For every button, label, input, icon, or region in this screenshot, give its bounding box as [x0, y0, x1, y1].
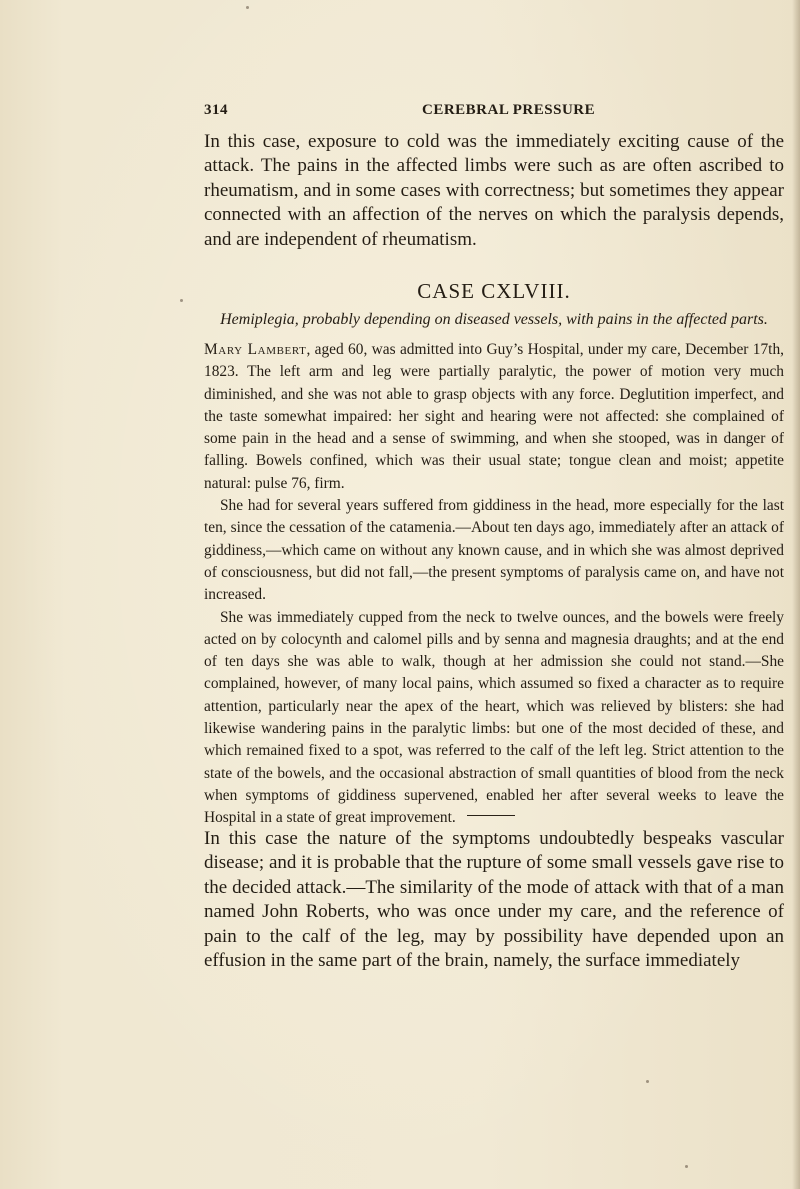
running-head-title: CEREBRAL PRESSURE — [422, 102, 596, 118]
conclusion-paragraph: In this case the nature of the symptoms undoubtedly bespeaks vascular disease; and it is probable that the rupture of some small vessels gave rise to the decided attack.—The similarity of the mode of attack with that of a man named John Roberts, who was once under my care, and the reference of pain to the calf of the leg, may by possibility have depended upon an effusion in the same part of the brain, namely, the surface immediately — [204, 828, 784, 972]
paper-speck — [646, 1080, 649, 1083]
intro-paragraph: In this case, exposure to cold was the immediately exciting cause of the attack. The pains in the affected limbs were such as are often ascribed to rheumatism, and in some cases with correctness; but sometimes they appear connected with an affection of the nerves on which the paralysis depends, and are independent of rheumatism. — [204, 131, 784, 250]
page-number: 314 — [204, 102, 228, 118]
paper-speck — [246, 6, 249, 9]
paper-speck — [685, 1165, 688, 1168]
case-paragraph-2: She had for several years suffered from giddiness in the head, more especially for the last ten, since the cessation of the catamenia.—About ten days ago, immediately after an attack of giddiness,—which came on without any known cause, and in which she was almost deprived of consciousness, but did not fall,—the present symptoms of paralysis came on, and have not increased. — [204, 497, 784, 604]
page-edge-shadow — [792, 0, 800, 1189]
case-heading: CASE CXLVIII. — [417, 279, 571, 303]
paper-speck — [180, 299, 183, 302]
case-paragraph-1-text: , aged 60, was admitted into Guy’s Hospital, under my care, December 17th, 1823. The left arm and leg were partially paralytic, the power of motion very much diminished, and she was not able to grasp objects with any force. Deglutition imperfect, and the taste somewhat impaired: her sight and hearing were not affected: she complained of some pain in the head and a sense of swimming, and when she stooped, was in danger of falling. Bowels confined, which was their usual state; tongue clean and moist; appetite natural: pulse 76, firm. — [204, 341, 784, 492]
conclusion-section — [204, 827, 784, 973]
case-subtitle: Hemiplegia, probably depending on diseased vessels, with pains in the affected parts. — [220, 311, 768, 328]
case-report — [204, 339, 784, 830]
case-paragraph-3: She was immediately cupped from the neck to twelve ounces, and the bowels were freely acted on by colocynth and calomel pills and by senna and magnesia draughts; and at the end of ten days she was able to walk, though at her admission she could not stand.—She complained, however, of many local pains, which assumed so fixed a character as to require attention, particularly near the apex of the heart, which was relieved by blisters: she had likewise wandering pains in the paralytic limbs: but one of the most decided of these, and which remained fixed to a spot, was referred to the calf of the left leg. Strict attention to the state of the bowels, and the occasional abstraction of small quantities of blood from the neck when symptoms of giddiness supervened, enabled her after several weeks to leave the Hospital in a state of great improvement. — [204, 608, 784, 827]
running-head — [204, 102, 770, 122]
patient-name: Mary Lambert — [204, 341, 307, 358]
section-divider — [467, 815, 515, 816]
case-paragraph-1 — [204, 339, 784, 495]
